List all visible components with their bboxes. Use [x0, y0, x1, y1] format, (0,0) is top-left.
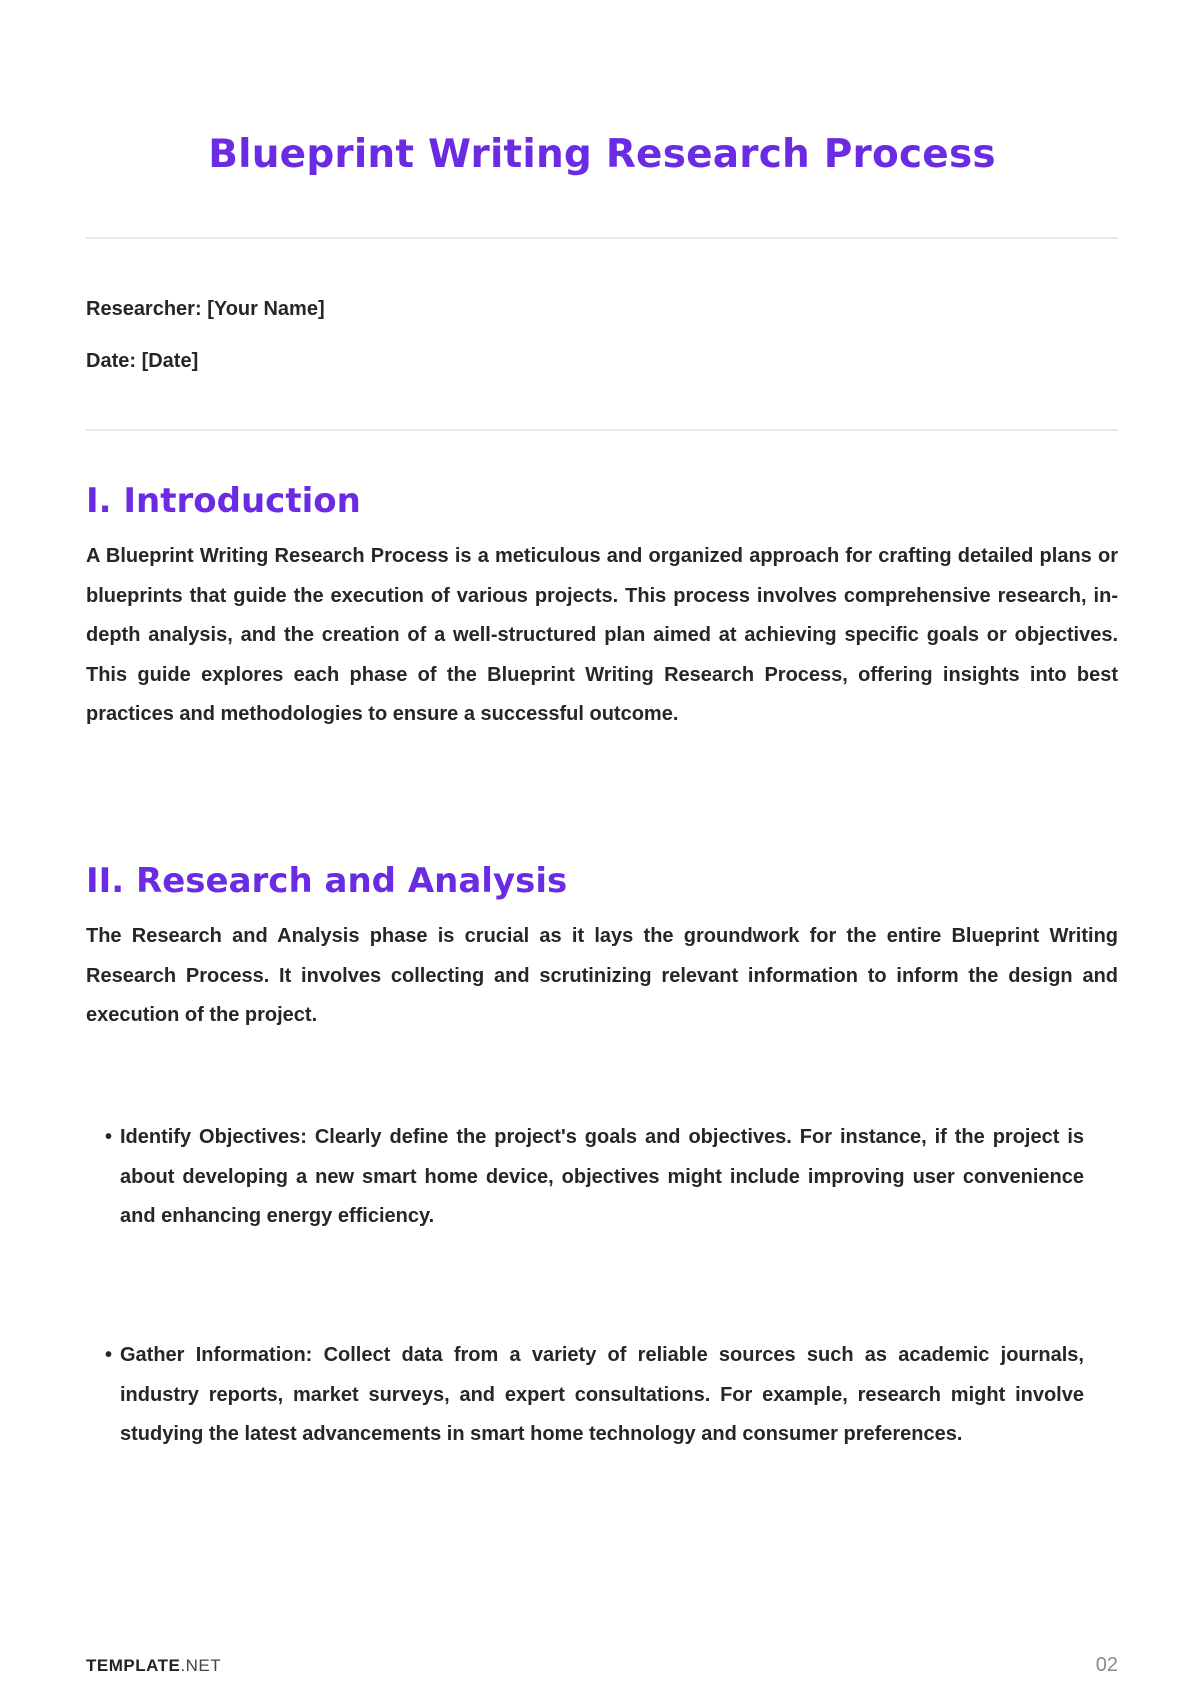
bullet-dot-icon: • — [105, 1344, 113, 1366]
section-heading-introduction: I. Introduction — [86, 481, 361, 521]
footer-brand-logo — [86, 1656, 221, 1676]
list-item — [105, 1118, 1084, 1237]
bullet-dot-icon: • — [105, 1126, 113, 1148]
date-label: Date: — [86, 350, 137, 372]
researcher-label: Researcher: — [86, 298, 202, 320]
date-value: [Date] — [141, 350, 199, 372]
list-item — [105, 1336, 1084, 1455]
bullet-list-information — [105, 1336, 1118, 1455]
document-title: Blueprint Writing Research Process — [208, 132, 996, 177]
section-heading-research-analysis: II. Research and Analysis — [86, 861, 568, 901]
document-page — [86, 0, 1118, 1697]
researcher-line — [86, 298, 325, 321]
bullet-text-information: Gather Information: Collect data from a variety of reliable sources such as academic journals, industry reports, market surveys, and expert consultations. For example, research might involve studying the latest advancements in smart home technology and consumer preferences. — [120, 1344, 1084, 1445]
bottom-divider — [86, 429, 1118, 431]
researcher-value: [Your Name] — [207, 298, 325, 320]
section-body-research-analysis: The Research and Analysis phase is crucial as it lays the groundwork for the entire Blueprint Writing Research Process. It involves collecting and scrutinizing relevant information to inform the design and execution of the project. — [86, 925, 1118, 1026]
bullet-text-objectives: Identify Objectives: Clearly define the project's goals and objectives. For instance, if the project is about developing a new smart home device, objectives might include improving user convenience and enhancing energy efficiency. — [120, 1126, 1084, 1227]
page-number: 02 — [1095, 1654, 1118, 1676]
date-line — [86, 350, 198, 373]
brand-light-text: .NET — [180, 1656, 222, 1675]
bullet-list-objectives — [105, 1118, 1118, 1237]
brand-bold-text: TEMPLATE — [86, 1656, 181, 1675]
top-divider — [86, 237, 1118, 239]
section-body-introduction: A Blueprint Writing Research Process is a meticulous and organized approach for crafting detailed plans or blueprints that guide the execution of various projects. This process involves comprehensive research, in-depth analysis, and the creation of a well-structured plan aimed at achieving specific goals or objectives. This guide explores each phase of the Blueprint Writing Research Process, offering insights into best practices and methodologies to ensure a successful outcome. — [86, 545, 1118, 725]
